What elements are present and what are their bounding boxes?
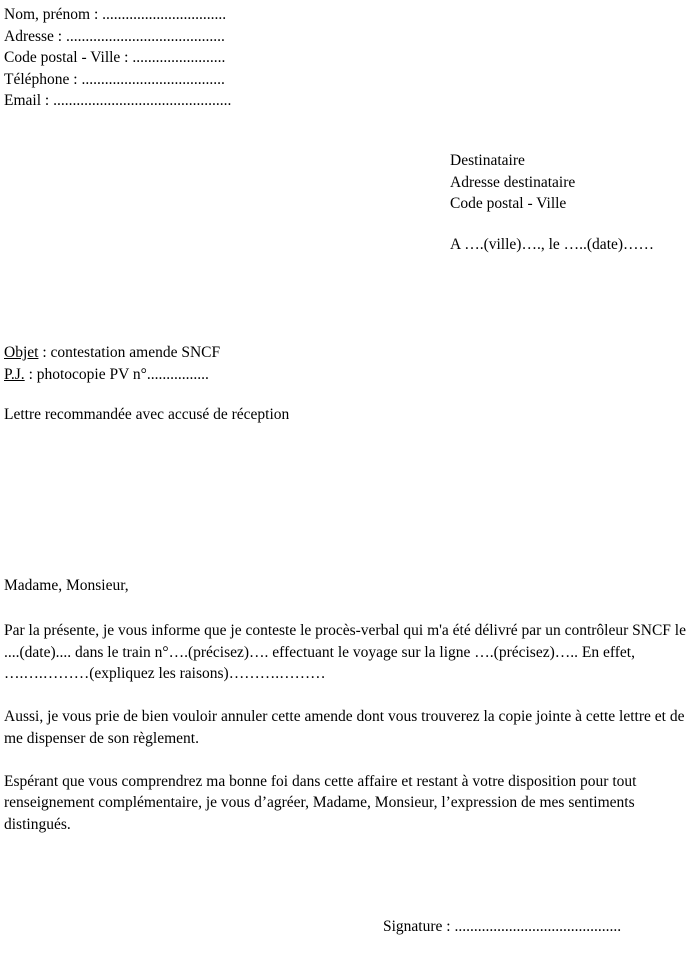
- salutation-line: Madame, Monsieur,: [4, 577, 129, 594]
- recipient-line-address: Adresse destinataire: [450, 173, 576, 191]
- attachment-text: : photocopie PV n°................: [24, 365, 209, 383]
- letter-body: [4, 620, 688, 857]
- attachment-line: [4, 364, 220, 386]
- sender-line-name: Nom, prénom : ................................: [4, 6, 227, 23]
- subject-label: Objet: [4, 344, 39, 361]
- subject-block: [4, 342, 220, 385]
- body-paragraph-3: Espérant que vous comprendrez ma bonne foi dans cette affaire et restant à votre disposition pour tout renseignement complémentaire, je vous d’agréer, Madame, Monsieur, l’expression de mes sentiments distingués.: [4, 772, 637, 833]
- body-paragraph-1: Par la présente, je vous informe que je conteste le procès-verbal qui m'a été délivré par un contrôleur SNCF le ....(date).... dans le train n°….(précisez)…. effectuant le voyage sur la ligne ….(précisez)….. En effet, ….….………(expliquez les raisons)……….………: [4, 622, 686, 682]
- subject-text: : contestation amende SNCF: [38, 344, 221, 361]
- sender-line-phone: Téléphone : .....................................: [4, 70, 225, 88]
- sender-line-email: Email : ..............................................: [4, 92, 232, 109]
- subject-line: [4, 342, 220, 364]
- body-paragraph-2: Aussi, je vous prie de bien vouloir annuler cette amende dont vous trouverez la copie jointe à cette lettre et de me dispenser de son règlement.: [4, 708, 685, 747]
- sender-line-postal-city: Code postal - Ville : ........................: [4, 49, 226, 66]
- attachment-label: P.J.: [4, 365, 25, 383]
- place-and-date-line: A ….(ville)…., le …..(date)……: [450, 236, 655, 253]
- sender-line-address: Adresse : .........................................: [4, 27, 225, 45]
- signature-line: Signature : ...........................................: [383, 918, 622, 935]
- registered-mail-note: Lettre recommandée avec accusé de réception: [4, 406, 290, 423]
- recipient-line-postal-city: Code postal - Ville: [450, 195, 567, 212]
- recipient-line-name: Destinataire: [450, 152, 525, 169]
- recipient-address-block: [450, 150, 575, 215]
- sender-address-block: [4, 4, 231, 112]
